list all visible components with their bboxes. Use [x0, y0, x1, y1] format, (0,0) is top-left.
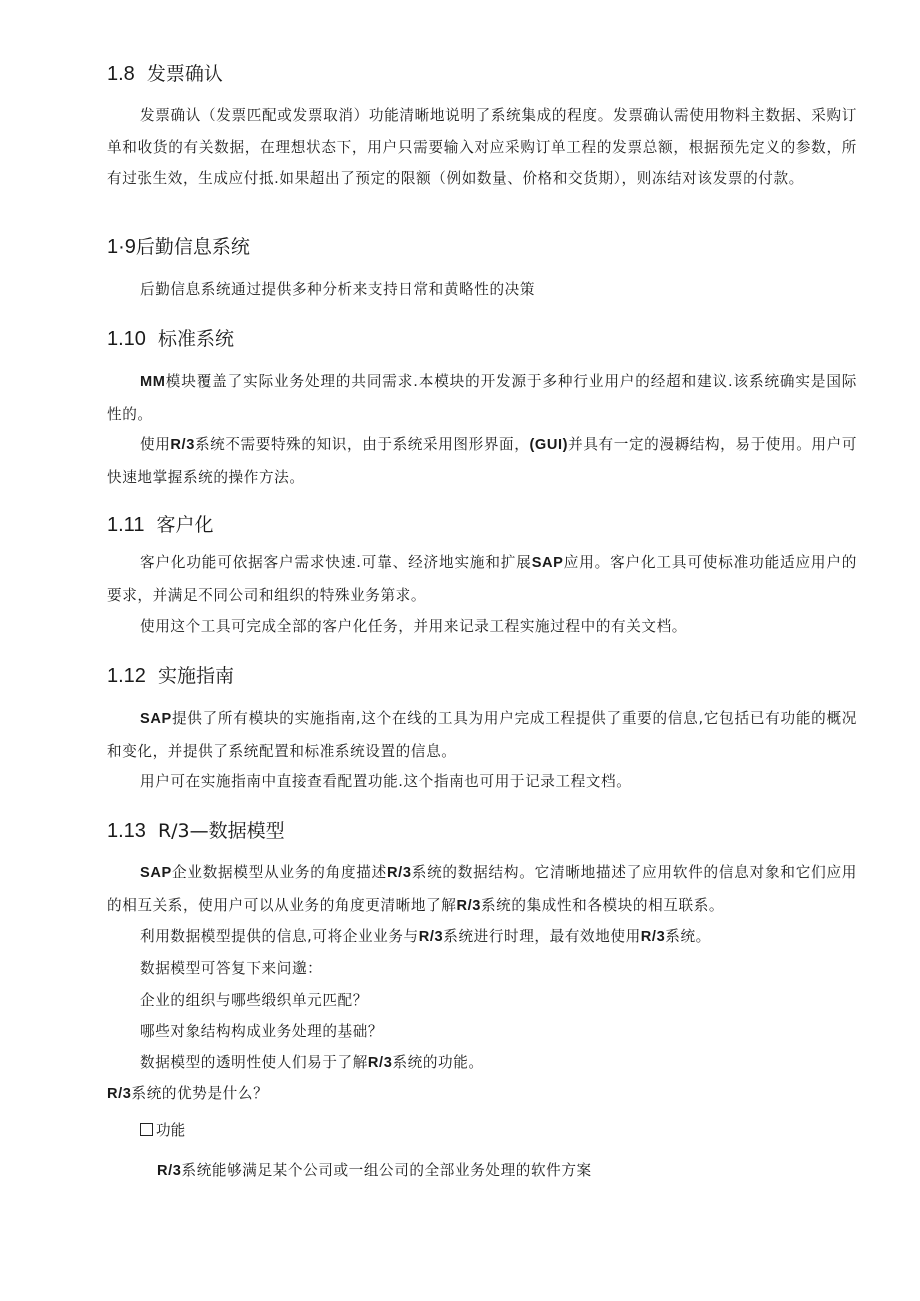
- checkbox-item: [140, 1117, 185, 1145]
- paragraph: 数据模型可答复下来问邈：: [140, 960, 323, 977]
- text-run: 系统的集成性和各模块的相互联系。: [480, 896, 725, 914]
- paragraph: [107, 547, 857, 611]
- paragraph: 企业的组织与哪些缎织单元匹配？: [140, 992, 368, 1009]
- text-run: 系统的优势是什么？: [131, 1085, 269, 1102]
- paragraph: [140, 1047, 484, 1080]
- bold-term: R/3: [418, 929, 444, 945]
- section-number: 1.10: [107, 328, 146, 350]
- section-heading-1-10: [107, 327, 234, 351]
- bold-term: R/3: [157, 1163, 182, 1179]
- question-line: [107, 1078, 268, 1111]
- section-number: 1.8: [107, 63, 135, 85]
- paragraph: 后勤信息系统通过提供多种分析来支持日常和黄略性的决策: [140, 281, 536, 298]
- paragraph: 使用这个工具可完成全部的客户化任务，并用来记录工程实施过程中的有关文档。: [140, 618, 687, 635]
- bold-term: MM: [140, 374, 166, 390]
- paragraph: 用户可在实施指南中直接查看配置功能.这个指南也可用于记录工程文档。: [140, 773, 632, 790]
- section-title: 发票确认: [146, 63, 223, 85]
- section-number: 1.13: [107, 820, 146, 842]
- bold-term: R/3: [456, 897, 481, 914]
- text-run: 模块覆盖了实际业务处理的共同需求.本模块的开发源于多种行业用户的经超和建议.该系统确实是国际性的。: [107, 373, 857, 423]
- bold-term: R/3: [640, 929, 666, 945]
- text-run: 系统能够满足某个公司或一组公司的全部业务处理的软件方案: [181, 1162, 592, 1179]
- text-run: 企业数据模型从业务的角度描述: [171, 864, 388, 881]
- bold-term: (GUI): [529, 437, 569, 453]
- bold-term: SAP: [531, 555, 564, 571]
- text-run: 利用数据模型提供的信息,可将企业业务与: [140, 928, 419, 945]
- bold-term: R/3: [387, 865, 412, 881]
- section-title: 客户化: [156, 514, 214, 536]
- section-heading-1-9: [107, 235, 250, 259]
- paragraph: 哪些对象结构构成业务处理的基础？: [140, 1023, 384, 1040]
- text-run: 系统进行时理，最有效地使用: [443, 928, 641, 945]
- text-run: 提供了所有模块的实施指南,这个在线的工具为用户完成工程提供了重要的信息,它包括已有功能的概况和变化，并提供了系统配置和标准系统设置的信息。: [107, 710, 857, 760]
- section-heading-1-13: [107, 819, 285, 843]
- section-title: 实施指南: [157, 665, 234, 687]
- paragraph: [157, 1155, 592, 1188]
- text-run: 数据模型的透明性使人们易于了解: [140, 1054, 368, 1071]
- section-number: 1.12: [107, 665, 146, 687]
- section-number: 1.11: [107, 514, 145, 536]
- section-title: 后勤信息系统: [135, 236, 250, 258]
- section-number: 1·9: [107, 236, 136, 258]
- bold-term: R/3: [170, 437, 195, 453]
- text-run: 客户化功能可依据客户需求快速.可靠、经济地实施和扩展: [140, 554, 532, 571]
- checkbox-icon[interactable]: [140, 1123, 153, 1136]
- paragraph: [107, 429, 857, 493]
- text-run: 系统不需要特殊的知识，由于系统采用图形界面，: [194, 436, 530, 453]
- bold-term: R/3: [367, 1055, 393, 1071]
- bold-term: SAP: [140, 865, 172, 881]
- section-heading-1-12: [107, 664, 234, 688]
- text-run: 系统的数据结构。它清晰地描述了应用软件的信息对象和它们应用的相互关系，使用户可以从业务的角度更清晰地了解: [107, 864, 857, 914]
- text-run: 并具有一定的漫耨结构，易于使用。用户可快速地掌握系统的操作方法。: [107, 436, 858, 486]
- section-heading-1-11: [107, 513, 213, 537]
- paragraph: [107, 703, 857, 767]
- paragraph: [107, 366, 857, 430]
- bold-term: R/3: [107, 1086, 132, 1102]
- paragraph: [140, 921, 711, 954]
- text-run: 使用: [140, 436, 171, 453]
- bold-term: SAP: [140, 711, 172, 727]
- text-run: 系统的功能。: [392, 1054, 484, 1071]
- text-run: 应用。客户化工具可使标准功能适应用户的要求，并满足不同公司和组织的特殊业务第求。: [107, 554, 857, 604]
- checkbox-label: 功能: [156, 1122, 186, 1139]
- paragraph: [107, 857, 857, 922]
- text-run: 系统。: [665, 928, 711, 945]
- section-title: R/3—数据模型: [157, 820, 285, 842]
- section-heading-1-8: [107, 62, 223, 86]
- paragraph: 发票确认（发票匹配或发票取消）功能清晰地说明了系统集成的程度。发票确认需使用物料主数据、采购订单和收货的有关数据，在理想状态下，用户只需要输入对应采购订单工程的发票总额，根据预先定义的参数，所有过张生效，生成应付抵.如果超出了预定的限额（例如数量、价格和交货期），则冻结对该发票的付款。: [107, 107, 857, 187]
- section-title: 标准系统: [157, 328, 234, 350]
